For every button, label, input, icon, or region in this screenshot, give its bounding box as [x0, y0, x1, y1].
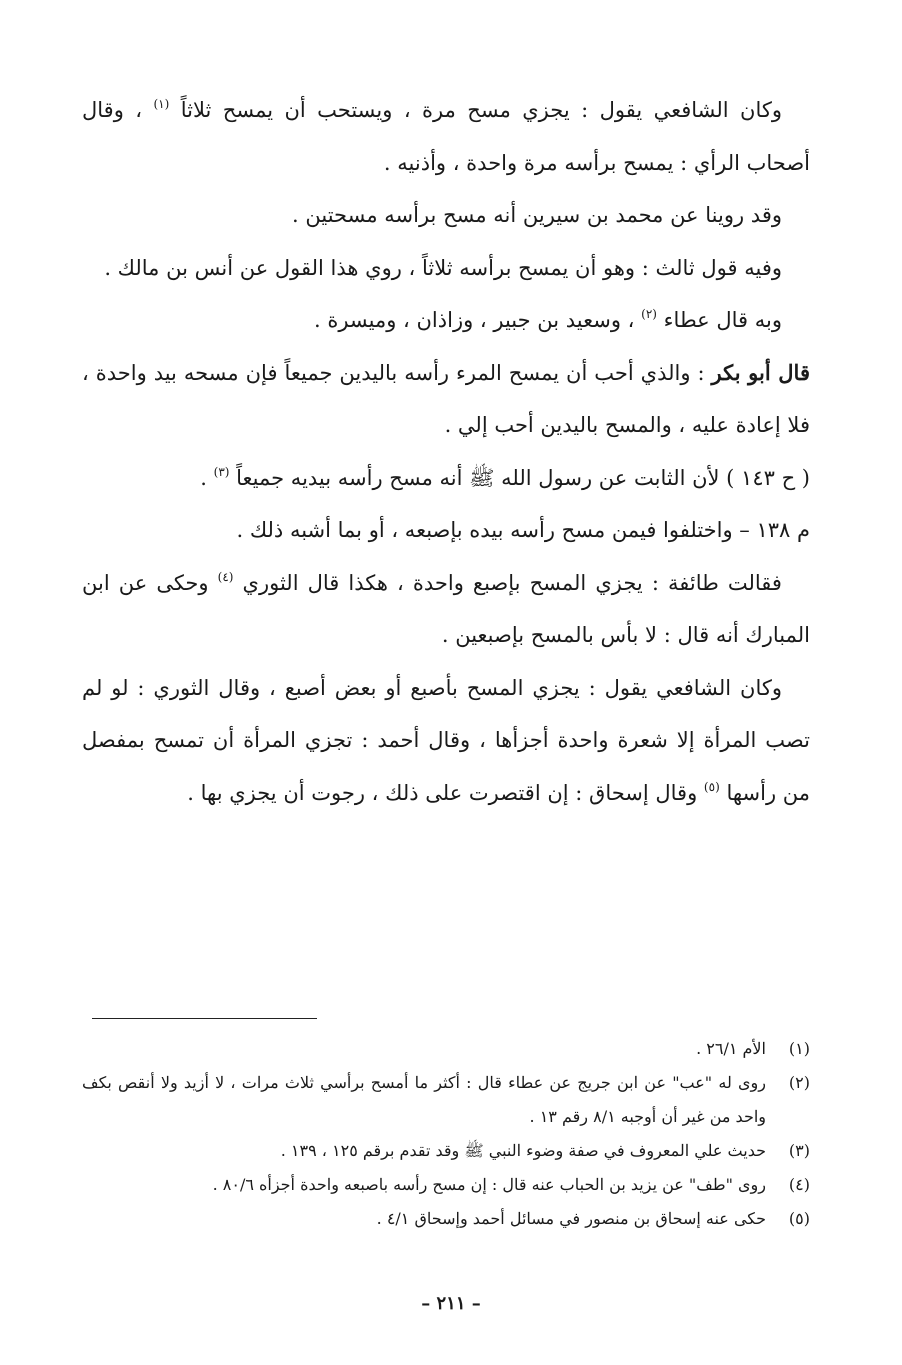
footnote-divider	[92, 1018, 317, 1019]
footnotes	[82, 1032, 810, 1236]
footnote-4	[82, 1168, 810, 1202]
footnote-text: الأم ٢٦/١ .	[696, 1039, 766, 1058]
footnote-5	[82, 1202, 810, 1236]
footnote-ref-5[interactable]: (٥)	[703, 779, 720, 794]
footnote-text: روى له "عب" عن ابن جريج عن عطاء قال : أكثر ما أمسح برأسي ثلاث مرات ، لا أزيد ولا أنقص بكف واحد من غير أن أوجبه ٨/١ رقم ١٣ .	[82, 1073, 766, 1126]
footnote-number: (٤)	[788, 1175, 810, 1194]
main-text	[82, 84, 810, 819]
paragraph-8: فقالت طائفة : يجزي المسح بإصبع واحدة ، هكذا قال الثوري $^{(٤)}$ وحكى عن ابن المبارك أنه قال : لا بأس بالمسح بإصبعين .	[82, 569, 810, 647]
footnote-text: روى "طف" عن يزيد بن الحباب عنه قال : إن مسح رأسه باصبعه واحدة أجزأه ٨٠/٦ .	[212, 1175, 766, 1194]
footnote-number: (٥)	[788, 1209, 810, 1228]
footnote-number: (٢)	[788, 1073, 810, 1092]
footnote-text: حديث علي المعروف في صفة وضوء النبي ﷺ وقد تقدم برقم ١٢٥ ، ١٣٩ .	[280, 1141, 766, 1160]
paragraph-9: وكان الشافعي يقول : يجزي المسح بأصبع أو بعض أصبع ، وقال الثوري : لو لم تصب المرأة إلا شعرة واحدة أجزأها ، وقال أحمد : تجزي المرأة أن تمسح بمفصل من رأسها $^{(٥)}$ وقال إسحاق : إن اقتصرت على ذلك ، رجوت أن يجزي بها .	[82, 675, 810, 805]
paragraph-5: قال أبو بكر : والذي أحب أن يمسح المرء رأسه باليدين جميعاً فإن مسحه بيد واحدة ، فلا إعادة عليه ، والمسح باليدين أحب إلي .	[82, 359, 810, 437]
page-number: – ٢١١ –	[421, 1293, 481, 1314]
footnote-ref-3[interactable]: (٣)	[213, 464, 230, 479]
paragraph-4: وبه قال عطاء $^{(٢)}$ ، وسعيد بن جبير ، وزاذان ، وميسرة .	[313, 307, 782, 332]
footnote-ref-2[interactable]: (٢)	[641, 307, 657, 321]
paragraph-1: وكان الشافعي يقول : يجزي مسح مرة ، ويستحب أن يمسح ثلاثاً $^{(١)}$ ، وقال أصحاب الرأي : يمسح برأسه مرة واحدة ، وأذنيه .	[82, 97, 810, 175]
paragraph-7: م ١٣٨ – واختلفوا فيمن مسح رأسه بيده بإصبعه ، أو بما أشبه ذلك .	[236, 518, 810, 542]
speaker-tag: قال أبو بكر	[711, 359, 810, 385]
footnote-number: (١)	[788, 1039, 810, 1058]
footnote-ref-4[interactable]: (٤)	[217, 569, 234, 584]
footnote-number: (٣)	[788, 1141, 810, 1160]
paragraph-6: ( ح ١٤٣ ) لأن الثابت عن رسول الله ﷺ أنه مسح رأسه بيديه جميعاً $^{(٣)}$ .	[200, 464, 810, 490]
footnote-ref-1[interactable]: (١)	[153, 97, 170, 111]
paragraph-2: وقد روينا عن محمد بن سيرين أنه مسح برأسه مسحتين .	[292, 203, 782, 227]
footnote-3	[82, 1134, 810, 1168]
paragraph-3: وفيه قول ثالث : وهو أن يمسح برأسه ثلاثاً ، روي هذا القول عن أنس بن مالك .	[104, 255, 782, 280]
footnote-text: حكى عنه إسحاق بن منصور في مسائل أحمد وإسحاق ٤/١ .	[376, 1209, 766, 1228]
footnote-1	[82, 1032, 810, 1066]
footnote-2	[82, 1066, 810, 1134]
